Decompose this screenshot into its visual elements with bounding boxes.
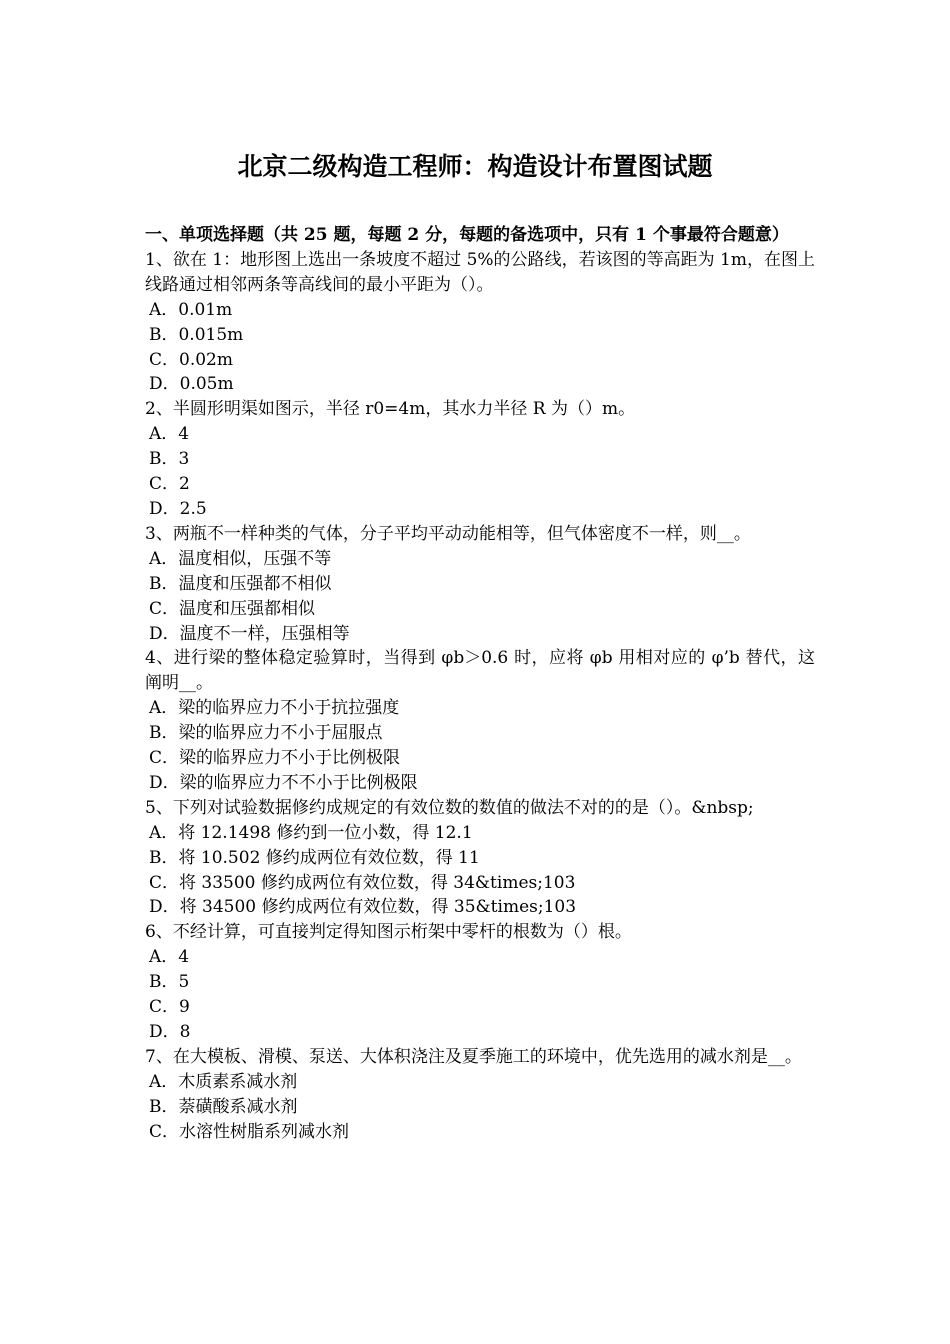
answer-option: A．温度相似，压强不等 [149, 548, 332, 569]
answer-option: B．将 10.502 修约成两位有效位数，得 11 [149, 847, 480, 868]
answer-option: A．将 12.1498 修约到一位小数，得 12.1 [149, 822, 473, 843]
answer-option: C．梁的临界应力不小于比例极限 [149, 748, 401, 769]
answer-option: C．2 [149, 474, 190, 495]
question-item [145, 248, 815, 397]
answer-option: C．水溶性树脂系列减水剂 [149, 1121, 350, 1142]
question-item [145, 522, 815, 647]
question-item [145, 397, 815, 522]
answer-option: B．3 [149, 449, 190, 470]
question-stem: 4、进行梁的整体稳定验算时，当得到 φb＞0.6 时，应将 φb 用相对应的 φ’b 替代，这阐明__。 [145, 648, 815, 694]
answer-option: D．0.05m [149, 374, 234, 395]
question-item [145, 920, 815, 1045]
question-stem: 6、不经计算，可直接判定得知图示桁架中零杆的根数为（）根。 [145, 922, 632, 943]
question-stem: 5、下列对试验数据修约成规定的有效位数的数值的做法不对的的是（）。&nbsp; [145, 797, 754, 818]
answer-option: C．0.02m [149, 349, 233, 370]
answer-option: D．将 34500 修约成两位有效位数，得 35&times;103 [149, 897, 577, 918]
answer-option: B．梁的临界应力不小于屈服点 [149, 723, 383, 744]
answer-option: A．木质素系减水剂 [149, 1071, 298, 1092]
answer-option: D．2.5 [149, 498, 207, 519]
question-list [145, 248, 815, 1145]
answer-option: C．9 [149, 997, 190, 1018]
document-title: 北京二级构造工程师：构造设计布置图试题 [237, 152, 713, 181]
question-item [145, 796, 815, 921]
document-body [145, 223, 815, 1145]
answer-option: B．0.015m [149, 324, 244, 345]
answer-option: A．4 [149, 947, 190, 968]
question-stem: 3、两瓶不一样种类的气体，分子平均平动动能相等，但气体密度不一样，则__。 [145, 523, 751, 544]
answer-option: B．萘磺酸系减水剂 [149, 1096, 298, 1117]
answer-option: D．梁的临界应力不不小于比例极限 [149, 772, 418, 793]
answer-option: C．温度和压强都相似 [149, 598, 316, 619]
question-item [145, 1045, 815, 1145]
answer-option: A．梁的临界应力不小于抗拉强度 [149, 698, 400, 719]
answer-option: A．4 [149, 424, 190, 445]
answer-option: A．0.01m [149, 299, 233, 320]
question-stem: 7、在大模板、滑模、泵送、大体积浇注及夏季施工的环境中，优先选用的减水剂是__。 [145, 1046, 802, 1067]
answer-option: C．将 33500 修约成两位有效位数，得 34&times;103 [149, 872, 576, 893]
question-stem: 2、半圆形明渠如图示，半径 r0=4m，其水力半径 R 为（）m。 [145, 399, 636, 420]
question-stem: 1、欲在 1：地形图上选出一条坡度不超过 5%的公路线，若该图的等高距为 1m，在图上线路通过相邻两条等高线间的最小平距为（）。 [145, 249, 815, 295]
answer-option: B．温度和压强都不相似 [149, 573, 332, 594]
answer-option: B．5 [149, 972, 190, 993]
answer-option: D．温度不一样，压强相等 [149, 623, 350, 644]
answer-option: D．8 [149, 1022, 191, 1042]
section-heading: 一、单项选择题（共 25 题，每题 2 分，每题的备选项中，只有 1 个事最符合题意） [145, 225, 789, 245]
question-item [145, 646, 815, 795]
